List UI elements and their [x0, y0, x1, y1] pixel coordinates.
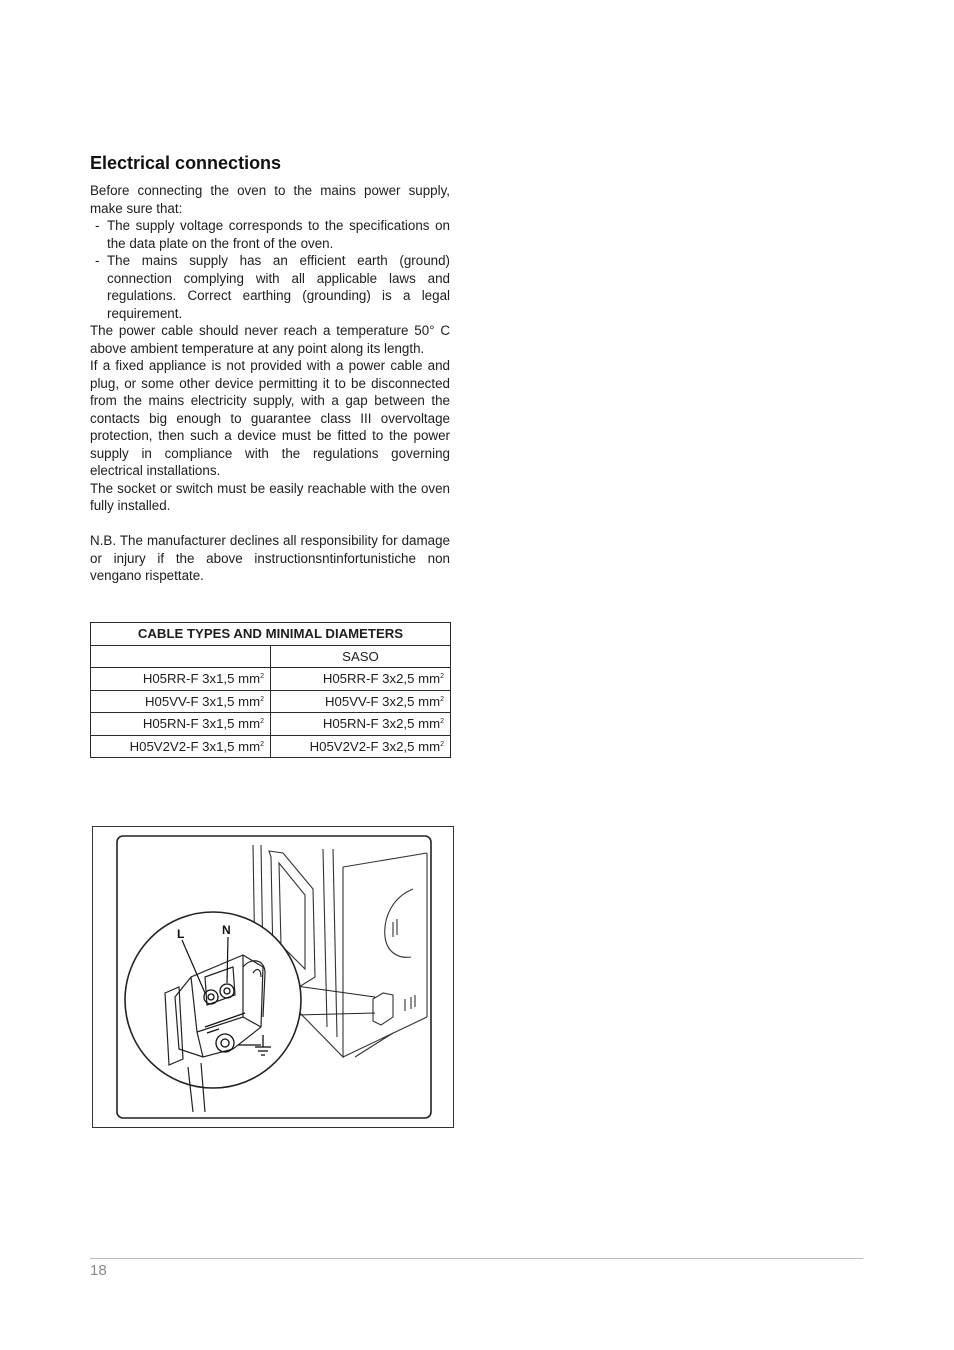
- socket-paragraph: The socket or switch must be easily reachable with the oven fully installed.: [90, 480, 450, 513]
- table-subheader-left: [91, 645, 271, 668]
- cable-types-table: [90, 622, 451, 758]
- table-row: [91, 690, 451, 713]
- fixed-appliance-paragraph: If a fixed appliance is not provided with a power cable and plug, or some other device permitting it to be disconnected from the mains electricity supply, with a gap between the contacts big enough to guarantee class III overvoltage protection, then such a device must be fitted to the power supply in compliance with the regulations governing electrical installations.: [90, 358, 450, 478]
- table-row: [91, 668, 451, 691]
- list-item-text: The supply voltage corresponds to the specifications on the data plate on the front of the oven.: [107, 218, 450, 251]
- footer-divider: [90, 1258, 863, 1259]
- zoom-pointer: [289, 985, 375, 1015]
- page-number: 18: [90, 1262, 107, 1279]
- text-column: [90, 152, 450, 585]
- table-header: CABLE TYPES AND MINIMAL DIAMETERS: [91, 623, 451, 646]
- table-cell: H05V2V2-F 3x1,5 $mm^2$: [91, 735, 271, 758]
- note-paragraph: N.B. The manufacturer declines all responsibility for damage or injury if the above instructionsntinfortunistiche non vengano rispettate.: [90, 533, 450, 583]
- live-terminal-label: L: [177, 927, 185, 941]
- list-item: - The mains supply has an efficient earth (ground) connection complying with all applicable laws and regulations. Correct earthing (grounding) is a legal requirement.: [95, 253, 450, 321]
- list-item-text: The mains supply has an efficient earth (ground) connection complying with all applicable laws and regulations. Correct earthing (grounding) is a legal requirement.: [107, 253, 450, 321]
- table-cell: H05RR-F 3x1,5 $mm^2$: [91, 668, 271, 691]
- table-row: [91, 713, 451, 736]
- table-cell: H05RN-F 3x2,5 $mm^2$: [271, 713, 451, 736]
- table-cell: H05V2V2-F 3x2,5 $mm^2$: [271, 735, 451, 758]
- table-cell: H05VV-F 3x1,5 $mm^2$: [91, 690, 271, 713]
- list-item: - The supply voltage corresponds to the specifications on the data plate on the front of the oven.: [95, 218, 450, 251]
- wiring-diagram: [93, 827, 452, 1126]
- terminal-block-illustration: [92, 826, 454, 1128]
- section-title: Electrical connections: [90, 153, 282, 173]
- temperature-paragraph: The power cable should never reach a temperature 50° C above ambient temperature at any point along its length.: [90, 323, 450, 356]
- table-cell: H05VV-F 3x2,5 $mm^2$: [271, 690, 451, 713]
- table-row: [91, 735, 451, 758]
- intro-paragraph: Before connecting the oven to the mains power supply, make sure that:: [90, 183, 450, 216]
- table-cell: H05RR-F 3x2,5 $mm^2$: [271, 668, 451, 691]
- table-cell: H05RN-F 3x1,5 $mm^2$: [91, 713, 271, 736]
- neutral-terminal-label: N: [222, 923, 231, 937]
- table-subheader-saso: SASO: [271, 645, 451, 668]
